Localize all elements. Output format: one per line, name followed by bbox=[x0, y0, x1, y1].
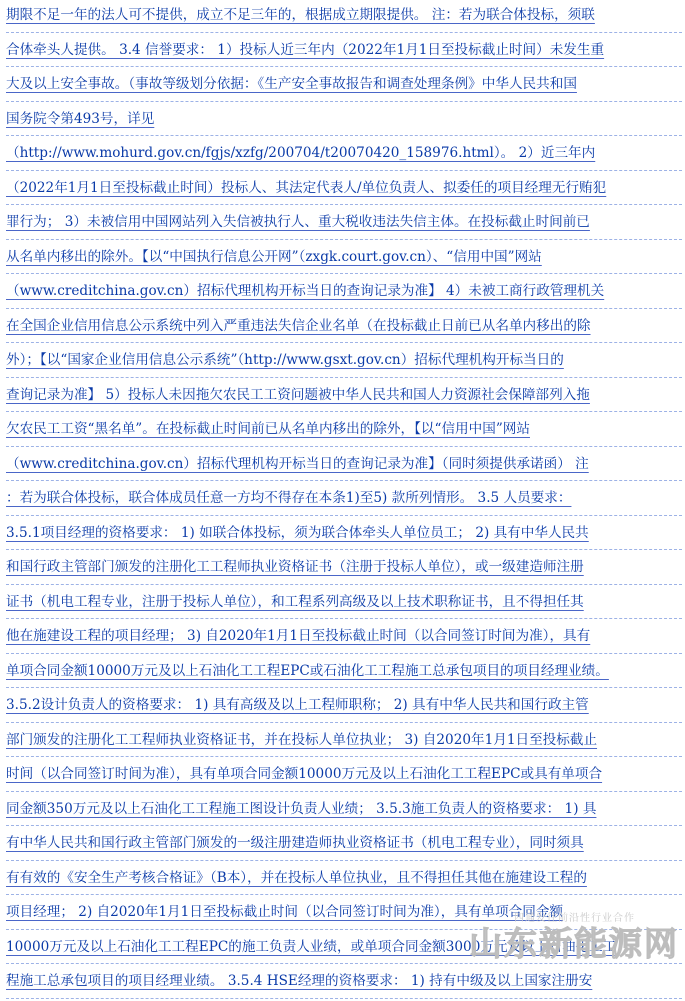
document-line: 时间（以合同签订时间为准），具有单项合同金额10000万元及以上石油化工工程EPC或具有单项合 bbox=[6, 759, 682, 794]
document-line: （2022年1月1日至投标截止时间）投标人、其法定代表人/单位负责人、拟委任的项目经理无行贿犯 bbox=[6, 173, 682, 208]
document-line: 有中华人民共和国行政主管部门颁发的一级注册建造师执业资格证书（机电工程专业），同时须具 bbox=[6, 828, 682, 863]
document-line: 欠农民工工资“黑名单”。在投标截止时间前已从名单内移出的除外，【以“信用中国”网站 bbox=[6, 414, 682, 449]
document-line: 国务院令第493号，详见 bbox=[6, 104, 682, 139]
document-line: 部门颁发的注册化工工程师执业资格证书，并在投标人单位执业； 3) 自2020年1月1日至投标截止 bbox=[6, 725, 682, 760]
watermark-title: 山东新能源网 bbox=[469, 924, 679, 963]
document-line: 证书（机电工程专业，注册于投标人单位），和工程系列高级及以上技术职称证书，且不得担任其 bbox=[6, 587, 682, 622]
document-line: 和国行政主管部门颁发的注册化工工程师执业资格证书（注册于投标人单位），或一级建造师注册 bbox=[6, 552, 682, 587]
document-line: 合体牵头人提供。 3.4 信誉要求： 1）投标人近三年内（2022年1月1日至投标截止时间）未发生重 bbox=[6, 35, 682, 70]
document-line: 单项合同金额10000万元及以上石油化工工程EPC或石油化工工程施工总承包项目的项目经理业绩。 bbox=[6, 656, 682, 691]
document-line: 大及以上安全事故。（事故等级划分依据：《生产安全事故报告和调查处理条例》中华人民共和国 bbox=[6, 69, 682, 104]
document-line: 罪行为； 3）未被信用中国网站列入失信被执行人、重大税收违法失信主体。在投标截止时间前已 bbox=[6, 207, 682, 242]
document-line: 期限不足一年的法人可不提供，成立不足三年的，根据成立期限提供。 注：若为联合体投标，须联 bbox=[6, 0, 682, 35]
document-line: 程施工总承包项目的项目经理业绩。 3.5.4 HSE经理的资格要求： 1) 持有中级及以上国家注册安 bbox=[6, 966, 682, 1001]
document-line: （www.creditchina.gov.cn）招标代理机构开标当日的查询记录为准】 4）未被工商行政管理机关 bbox=[6, 276, 682, 311]
document-line: 外）；【以“国家企业信用信息公示系统”（http://www.gsxt.gov.cn）招标代理机构开标当日的 bbox=[6, 345, 682, 380]
document-line: 他在施建设工程的项目经理； 3) 自2020年1月1日至投标截止时间（以合同签订时间为准），具有 bbox=[6, 621, 682, 656]
document-line: 从名单内移出的除外。【以“中国执行信息公开网”（zxgk.court.gov.cn）、“信用中国”网站 bbox=[6, 242, 682, 277]
document-line: 同金额350万元及以上石油化工工程施工图设计负责人业绩； 3.5.3施工负责人的资格要求： 1) 具 bbox=[6, 794, 682, 829]
document-line: 3.5.1项目经理的资格要求： 1) 如联合体投标，须为联合体牵头人单位员工； 2) 具有中华人民共 bbox=[6, 518, 682, 553]
site-watermark bbox=[454, 909, 679, 971]
document-line: ：若为联合体投标，联合体成员任意一方均不得存在本条1)至5) 款所列情形。 3.5 人员要求： bbox=[6, 483, 682, 518]
document-line: 查询记录为准】 5）投标人未因拖欠农民工工资问题被中华人民共和国人力资源社会保障部列入拖 bbox=[6, 380, 682, 415]
document-line: （www.creditchina.gov.cn）招标代理机构开标当日的查询记录为准】（同时须提供承诺函） 注 bbox=[6, 449, 682, 484]
document-text-body bbox=[6, 0, 682, 1001]
document-line: 有有效的《安全生产考核合格证》（B本），并在投标人单位执业，且不得担任其他在施建设工程的 bbox=[6, 863, 682, 898]
document-line: 项目经理； 2) 自2020年1月1日至投标截止时间（以合同签订时间为准），具有单项合同金额 bbox=[6, 897, 682, 932]
document-line: 10000万元及以上石油化工工程EPC的施工负责人业绩，或单项合同金额3000万元及以上石油化工工 bbox=[6, 932, 682, 967]
document-line: 3.5.2设计负责人的资格要求： 1) 具有高级及以上工程师职称； 2) 具有中华人民共和国行政主管 bbox=[6, 690, 682, 725]
watermark-subtitle: 四通发往前沿性行业合作 bbox=[514, 913, 635, 924]
document-line: 在全国企业信用信息公示系统中列入严重违法失信企业名单（在投标截止日前已从名单内移出的除 bbox=[6, 311, 682, 346]
document-line: （http://www.mohurd.gov.cn/fgjs/xzfg/200704/t20070420_158976.html）。 2）近三年内 bbox=[6, 138, 682, 173]
